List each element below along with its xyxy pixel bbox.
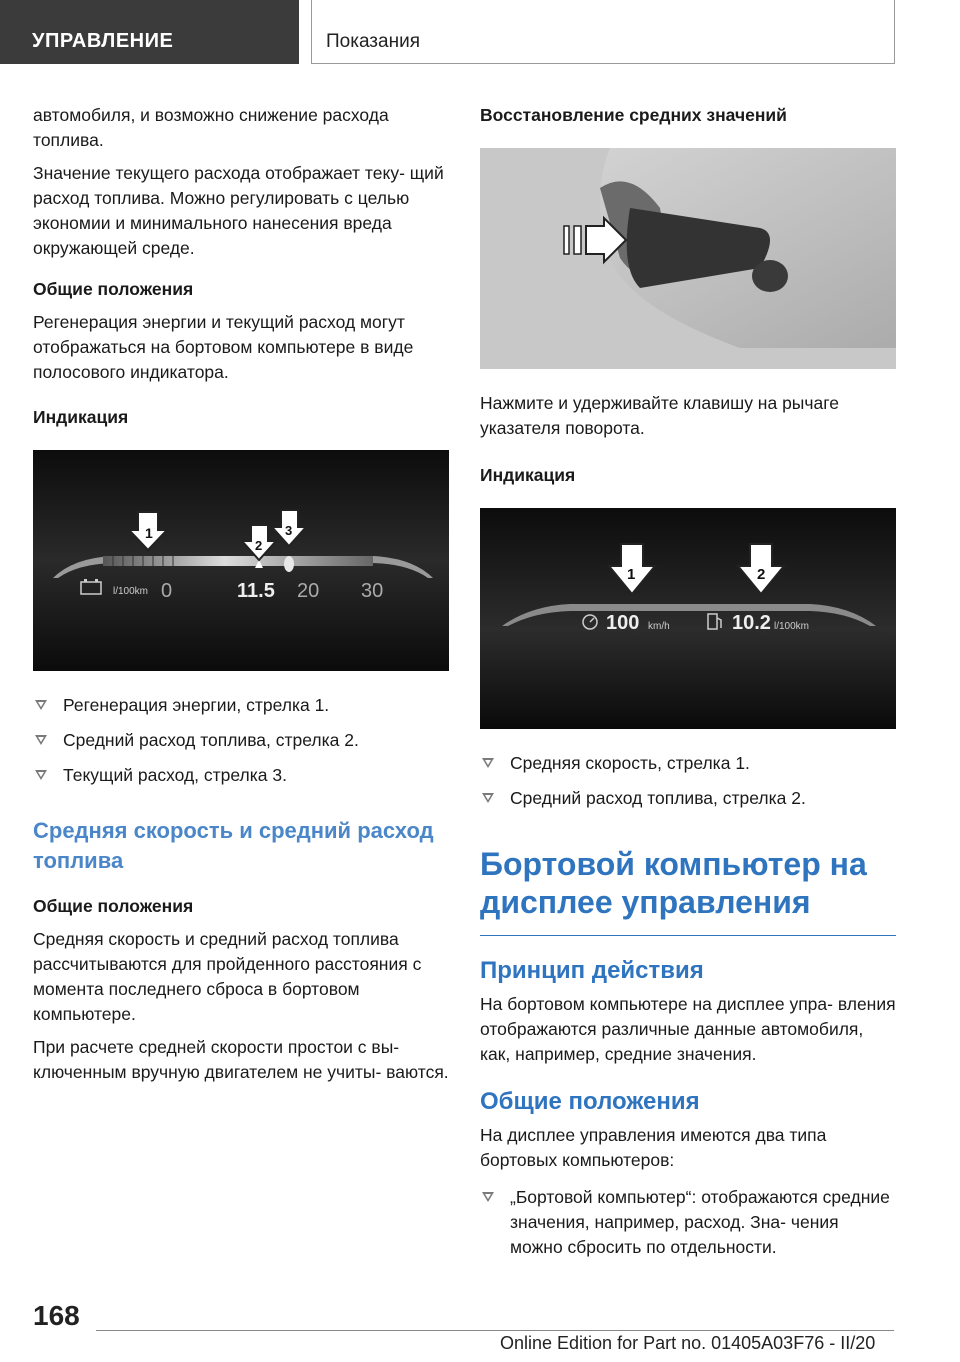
triangle-bullet-icon: [35, 770, 47, 780]
paragraph: Нажмите и удерживайте клавишу на рычаге указателя поворота.: [480, 393, 839, 438]
arrow-label: 1: [145, 525, 153, 541]
arrow-label: 3: [285, 523, 293, 538]
arrow-label: 2: [757, 566, 766, 583]
subheading-reset: Восстановление средних значений: [480, 105, 787, 125]
chapter-label: Показания: [326, 31, 420, 52]
section-heading-general: Общие положения: [480, 1088, 700, 1115]
subheading-indication: Индикация: [480, 465, 576, 485]
section-header: [0, 0, 299, 64]
arrow-label: 1: [627, 566, 636, 583]
fuel-unit: l/100km: [774, 621, 810, 632]
chapter-header: [311, 0, 895, 64]
section-heading-principle: Принцип действия: [480, 957, 704, 984]
scale-tick: 0: [161, 580, 173, 602]
bullet-list: [33, 693, 449, 788]
section-heading: Средняя скорость и средний расход топлива: [33, 818, 434, 873]
scale-tick: 20: [297, 580, 320, 602]
speed-unit: km/h: [648, 621, 670, 632]
scale-current-value: 11.5: [237, 580, 275, 602]
page-number: 168: [33, 1300, 80, 1331]
arrow-label: 2: [255, 538, 263, 553]
chapter-title: Бортовой компьютер на дисплее управления: [480, 845, 896, 936]
bullet-list: [480, 751, 896, 811]
list-item: Средний расход топлива, стрелка 2.: [480, 786, 896, 811]
list-item: Средняя скорость, стрелка 1.: [480, 751, 896, 776]
paragraph: На бортовом компьютере на дисплее упра- вления отображаются различные данные автомобиля, как, например, средние значения.: [480, 994, 896, 1064]
bullet-list: [480, 1185, 896, 1260]
unit-label: l/100km: [113, 586, 149, 597]
triangle-bullet-icon: [482, 1192, 494, 1202]
triangle-bullet-icon: [35, 735, 47, 745]
list-item: „Бортовой компьютер“: отображаются средние значения, например, расход. Зна- чения можно сбросить по отдельности.: [480, 1185, 896, 1260]
subheading-general: Общие положения: [33, 896, 194, 916]
subheading-indication: Индикация: [33, 407, 129, 427]
triangle-bullet-icon: [482, 758, 494, 768]
paragraph: автомобиля, и возможно снижение расхода топлива.: [33, 105, 389, 150]
triangle-bullet-icon: [35, 700, 47, 710]
list-item: Текущий расход, стрелка 3.: [33, 763, 449, 788]
paragraph: При расчете средней скорости простои с вы- ключенным вручную двигателем не учиты- ваются.: [33, 1037, 449, 1082]
figure-turn-signal-lever: [480, 148, 896, 369]
paragraph: Значение текущего расхода отображает теку- щий расход топлива. Можно регулировать с целью экономии и минимального нанесения вреда окружающей среде.: [33, 163, 444, 258]
list-item: Средний расход топлива, стрелка 2.: [33, 728, 449, 753]
scale-tick: 30: [361, 580, 384, 602]
left-column: [33, 103, 449, 1093]
average-fuel-value: 10.2: [732, 612, 771, 634]
section-title: УПРАВЛЕНИЕ: [32, 30, 174, 52]
subheading-general: Общие положения: [33, 279, 194, 299]
paragraph: Регенерация энергии и текущий расход могут отображаться на бортовом компьютере в виде полосового индикатора.: [33, 312, 414, 382]
paragraph: На дисплее управления имеются два типа бортовых компьютеров:: [480, 1125, 827, 1170]
right-column: [480, 103, 896, 1270]
paragraph: Средняя скорость и средний расход топлива рассчитываются для пройденного расстояния с момента последнего сброса в бортовом компьютере.: [33, 929, 422, 1024]
average-speed-value: 100: [606, 612, 640, 634]
list-item: Регенерация энергии, стрелка 1.: [33, 693, 449, 718]
footer-divider: [96, 1330, 894, 1331]
edition-note: Online Edition for Part no. 01405A03F76 - II/20: [500, 1333, 876, 1353]
figure-average-display: [480, 508, 896, 729]
triangle-bullet-icon: [482, 793, 494, 803]
figure-consumption-bar: [33, 450, 449, 671]
